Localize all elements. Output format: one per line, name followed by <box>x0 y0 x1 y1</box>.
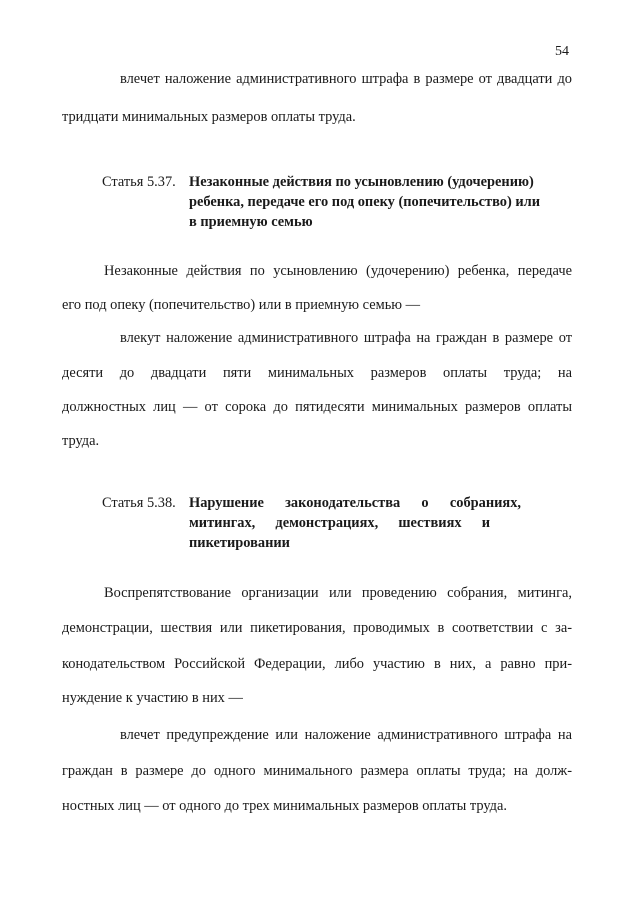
paragraph-line: граждан в размере до одного минимального размера оплаты труда; на долж- <box>62 763 572 779</box>
paragraph-line: ностных лиц — от одного до трех минимальных размеров оплаты труда. <box>62 798 507 814</box>
paragraph-line: влекут наложение административного штрафа на граждан в размере от <box>120 330 572 346</box>
article-title-line: Незаконные действия по усыновлению (удочерению) <box>189 174 534 190</box>
article-title-line: пикетировании <box>189 535 290 551</box>
paragraph-line: влечет предупреждение или наложение административного штрафа на <box>120 727 572 743</box>
article-title-line: митингах, демонстрациях, шествиях и <box>189 515 490 531</box>
article-heading <box>102 494 572 554</box>
paragraph-line: труда. <box>62 433 100 449</box>
paragraph-line: Незаконные действия по усыновлению (удочерению) ребенка, передаче <box>104 263 572 279</box>
article-title-line: в приемную семью <box>189 214 313 230</box>
article-title-line: Нарушение законодательства о собраниях, <box>189 495 521 511</box>
paragraph-line: должностных лиц — от сорока до пятидесяти минимальных размеров оплаты <box>62 399 572 415</box>
article-number: Статья 5.37. <box>102 174 176 190</box>
article-title-line: ребенка, передаче его под опеку (попечительство) или <box>189 194 540 210</box>
article-number: Статья 5.38. <box>102 495 176 511</box>
article-heading <box>102 173 572 233</box>
paragraph-line: влечет наложение административного штрафа в размере от двадцати до <box>120 71 572 87</box>
paragraph-line: десяти до двадцати пяти минимальных размеров оплаты труда; на <box>62 365 572 381</box>
paragraph-line: Воспрепятствование организации или проведению собрания, митинга, <box>104 585 572 601</box>
paragraph-line: конодательством Российской Федерации, либо участию в них, а равно при- <box>62 656 572 672</box>
page-number: 54 <box>555 44 569 59</box>
paragraph-line: нуждение к участию в них — <box>62 690 243 706</box>
paragraph-line: тридцати минимальных размеров оплаты труда. <box>62 109 356 125</box>
paragraph-line: демонстрации, шествия или пикетирования, проводимых в соответствии с за- <box>62 620 572 636</box>
paragraph-line: его под опеку (попечительство) или в приемную семью — <box>62 297 420 313</box>
